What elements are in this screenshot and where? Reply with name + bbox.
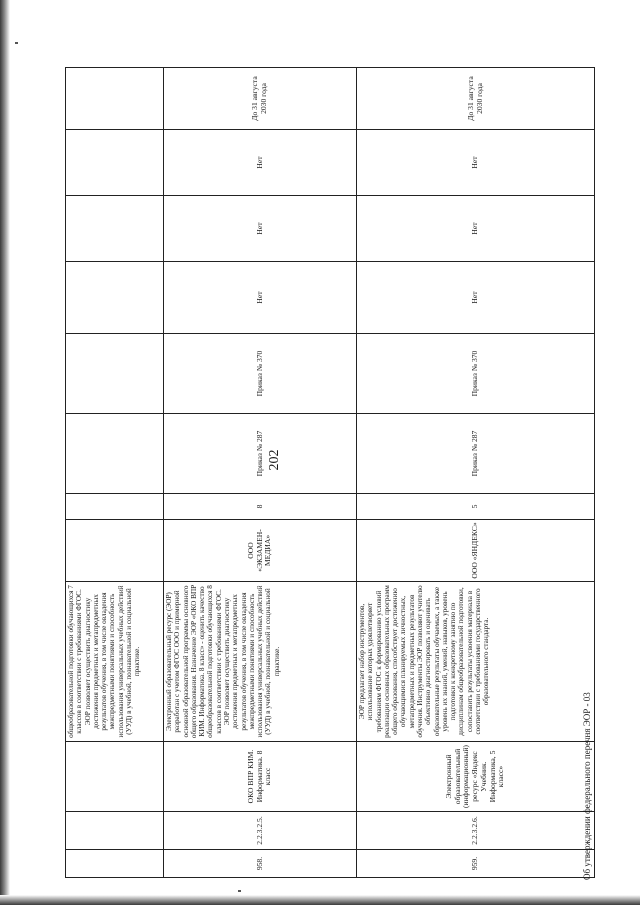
row-number: 959. [357,850,595,878]
order-first [66,414,164,494]
row-code: 2.2.3.2.6. [357,812,595,850]
publisher [66,520,164,582]
page-number: 202 [267,449,282,471]
eor-table [65,67,595,878]
table-row [66,68,164,878]
flag-col-11: Нет [357,130,595,196]
deadline: До 31 августа 2030 года [357,68,595,130]
flag-col-9 [66,262,164,334]
resource-description: Электронный образовательный ресурс (ЭОР) разработан с учетом ФГОС ООО и примерной основной образовательной программы основного общего образования. Назначение ЭОР «ОКО ВПР КИМ. Информатика. 8 класс» - оценить качество общеобразовательной подготовки обучающихся 8 классов в соответствии с требованиями ФГОС. ЭОР позволяет осуществить диагностику достижения предметных и метапредметных результатов обучения, в том числе овладения межпредметными понятиями и способность использования универсальных учебных действий (УУД) в учебной, познавательной и социальной практике. [164,582,357,742]
deadline [66,68,164,130]
resource-name [66,742,164,812]
deadline: До 31 августа 2030 года [164,68,357,130]
row-code: 2.2.3.2.5. [164,812,357,850]
row-number [66,850,164,878]
flag-col-9: Нет [164,262,357,334]
table-row [164,68,357,878]
scan-edge-bottom [0,895,640,905]
order-second: Приказ № 370 [357,334,595,414]
row-number: 958. [164,850,357,878]
resource-description: ЭОР предлагает набор инструментов, использование которых удовлетворяет требованиям ФГОС к формированию условий реализации основных образовательных программ общего образования, способствует достижению обучающимися планируемых личностных, метапредметных и предметных результатов обучения. Инструменты ЭОР позволяют учителю объективно диагностировать и оценивать образовательные результаты обучаемых, а также уровень их знаний, умений, навыков, уровень подготовки к конкретному занятию по дисциплинам общеобразовательной подготовки, сопоставить результаты усвоения материала в соответствии с требованиями государственного образовательного стандарта. [357,582,595,742]
order-first: Приказ № 287 [164,414,357,494]
rotated-table-sheet [65,68,585,878]
table-row [357,68,595,878]
publisher: ООО «ЭКЗАМЕН-МЕДИА» [164,520,357,582]
grade-count [66,494,164,520]
scan-edge-left [0,0,10,905]
scan-dust-mark [15,42,18,44]
publisher: ООО «ЯНДЕКС» [357,520,595,582]
resource-description: общеобразовательной подготовки обучающихся 7 классов в соответствии с требованиями ФГОС. ЭОР позволяет осуществить диагностику достижения предметных и метапредметных результатов обучения, в том числе овладения межпредметными понятиями и способность использования универсальных учебных действий (УУД) в учебной, познавательной и социальной практике. [66,582,164,742]
row-code [66,812,164,850]
order-first: Приказ № 287 [357,414,595,494]
flag-col-11: Нет [164,130,357,196]
flag-col-10: Нет [164,196,357,262]
flag-col-10: Нет [357,196,595,262]
resource-name: Электронный образовательный (информационный) ресурс «Яндекс Учебник. Информатика, 5 класс» [357,742,595,812]
order-second [66,334,164,414]
footer-note: Об утверждении федерального перечня ЭОР - 03 [582,692,592,880]
scan-dust-mark [238,890,241,892]
resource-name: ОКО ВПР КИМ. Информатика. 8 класс [164,742,357,812]
order-second: Приказ № 370 [164,334,357,414]
flag-col-11 [66,130,164,196]
flag-col-10 [66,196,164,262]
grade-count: 8 [164,494,357,520]
grade-count: 5 [357,494,595,520]
flag-col-9: Нет [357,262,595,334]
